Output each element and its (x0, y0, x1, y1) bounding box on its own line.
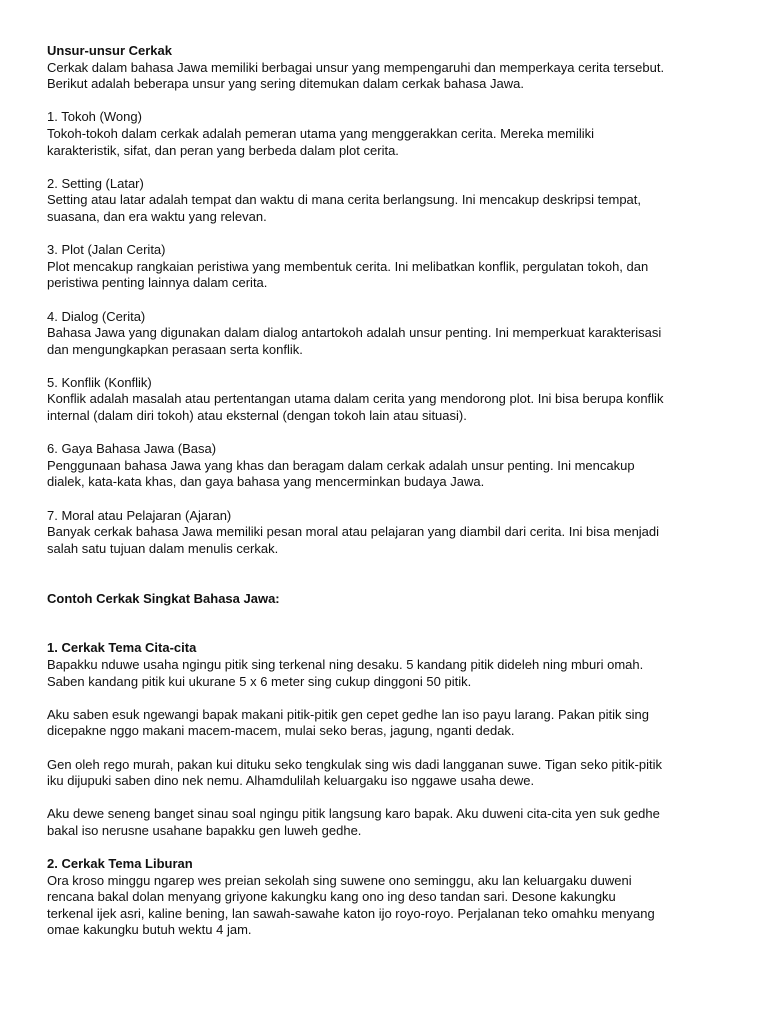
contoh-title: Contoh Cerkak Singkat Bahasa Jawa: (47, 590, 280, 606)
unsur-item-4-heading: 4. Dialog (Cerita) (47, 308, 146, 324)
unsur-item-3-heading: 3. Plot (Jalan Cerita) (47, 242, 166, 258)
unsur-item-4-text: Bahasa Jawa yang digunakan dalam dialog antartokoh adalah unsur penting. Ini memperkuat karakterisasi dan mengungkapkan perasaan serta konflik. (47, 325, 662, 357)
unsur-item-2-heading: 2. Setting (Latar) (47, 175, 144, 191)
story-2-paragraph: Ora kroso minggu ngarep wes preian sekolah sing suwene ono seminggu, aku lan keluargaku duweni rencana bakal dolan menyang griyone kakungku kang ono ing deso tandan sari. Desone kakungku terkenal ijek asri, kaline bening, lan sawah-sawahe katon ijo royo-royo. Perjalanan teko omahku menyang omae kakungku butuh wektu 4 jam. (47, 872, 655, 938)
unsur-item-6-text: Penggunaan bahasa Jawa yang khas dan beragam dalam cerkak adalah unsur penting. Ini mencakup dialek, kata-kata khas, dan gaya bahasa yang mencerminkan budaya Jawa. (47, 457, 635, 490)
story-1-paragraph-4: Aku dewe seneng banget sinau soal ngingu pitik langsung karo bapak. Aku duweni cita-cita yen suk gedhe bakal iso nerusne usahane bapakku gen luweh gedhe. (47, 806, 660, 838)
unsur-item-5-heading: 5. Konflik (Konflik) (47, 374, 152, 390)
story-1-heading: 1. Cerkak Tema Cita-cita (47, 640, 197, 656)
unsur-intro: Cerkak dalam bahasa Jawa memiliki berbagai unsur yang mempengaruhi dan memperkaya cerita tersebut. Berikut adalah beberapa unsur yang sering ditemukan dalam cerkak bahasa Jawa. (47, 59, 665, 92)
unsur-item-6-heading: 6. Gaya Bahasa Jawa (Basa) (47, 441, 217, 457)
unsur-item-1-heading: 1. Tokoh (Wong) (47, 109, 142, 125)
unsur-item-2-text: Setting atau latar adalah tempat dan waktu di mana cerita berlangsung. Ini mencakup deskripsi tempat, suasana, dan era waktu yang relevan. (47, 192, 642, 224)
story-1-paragraph-1: Bapakku nduwe usaha ngingu pitik sing terkenal ning desaku. 5 kandang pitik dideleh ning mburi omah. Saben kandang pitik kui ukurane 5 x 6 meter sing cukup dinggoni 50 pitik. (47, 656, 644, 689)
story-1-paragraph-3: Gen oleh rego murah, pakan kui dituku seko tengkulak sing wis dadi langganan suwe. Tigan seko pitik-pitik iku dijupuki saben dino nek nemu. Alhamdulilah keluargaku iso nggawe usaha dewe. (47, 756, 662, 789)
unsur-item-7-text: Banyak cerkak bahasa Jawa memiliki pesan moral atau pelajaran yang diambil dari cerita. Ini bisa menjadi salah satu tujuan dalam menulis cerkak. (47, 524, 660, 556)
story-2-heading: 2. Cerkak Tema Liburan (47, 856, 193, 872)
story-1-paragraph-2: Aku saben esuk ngewangi bapak makani pitik-pitik gen cepet gedhe lan iso payu larang. Pakan pitik sing dicepakne nggo makani macem-macem, mulai seko beras, jagung, nganti dedak. (47, 706, 649, 739)
document-page (47, 43, 737, 939)
unsur-item-1-text: Tokoh-tokoh dalam cerkak adalah pemeran utama yang menggerakkan cerita. Mereka memiliki karakteristik, sifat, dan peran yang berbeda dalam plot cerita. (47, 125, 594, 158)
unsur-item-5-text: Konflik adalah masalah atau pertentangan utama dalam cerita yang mendorong plot. Ini bisa berupa konflik internal (dalam diri tokoh) atau eksternal (dengan tokoh lain atau situasi). (47, 391, 664, 424)
unsur-item-7-heading: 7. Moral atau Pelajaran (Ajaran) (47, 507, 232, 523)
unsur-item-3-text: Plot mencakup rangkaian peristiwa yang membentuk cerita. Ini melibatkan konflik, pergulatan tokoh, dan peristiwa penting lainnya dalam cerita. (47, 258, 649, 291)
unsur-title: Unsur-unsur Cerkak (47, 43, 172, 58)
